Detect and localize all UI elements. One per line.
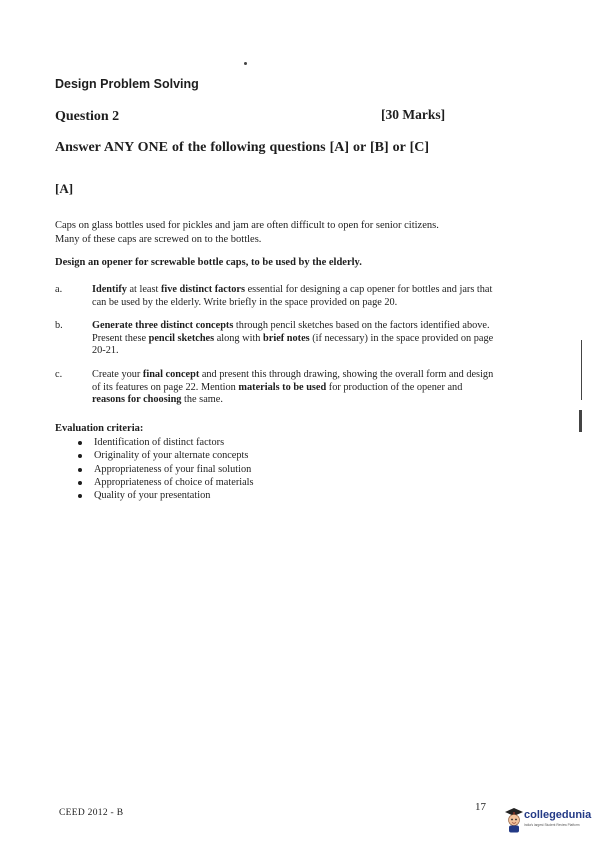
list-item [55, 320, 495, 358]
criteria-item: Originality of your alternate concepts [78, 449, 254, 462]
scan-mark [581, 340, 582, 400]
scan-mark [244, 62, 247, 65]
item-letter: b. [55, 320, 63, 331]
marks-label: [30 Marks] [381, 107, 446, 122]
item-text: Identify at least five distinct factors essential for designing a cap opener for bottles and jars that can be used by the elderly. Write briefly in the space provided on page 20. [92, 284, 493, 308]
footer-code: CEED 2012 - B [59, 808, 124, 818]
intro-line: Many of these caps are screwed on to the bottles. [55, 233, 262, 245]
item-letter: c. [55, 369, 63, 380]
intro-line: Caps on glass bottles used for pickles and jam are often difficult to open for senior citizens. [55, 220, 439, 231]
item-letter: a. [55, 284, 63, 295]
section-title: Design Problem Solving [55, 77, 199, 91]
criteria-list [78, 436, 254, 502]
list-item [55, 369, 495, 407]
list-item [55, 284, 495, 309]
option-label: [A] [55, 181, 74, 196]
collegedunia-logo [504, 806, 592, 836]
logo-tagline: India's largest Student Review Platform [524, 823, 580, 827]
criteria-item: Appropriateness of choice of materials [78, 476, 254, 489]
evaluation-title: Evaluation criteria: [55, 423, 144, 434]
logo-text: collegedunia [524, 809, 592, 821]
item-text: Generate three distinct concepts through pencil sketches based on the factors identified above. Present these pencil sketches along with brief notes (if necessary) in the space provided on page 20-21. [92, 320, 494, 357]
question-label: Question 2 [55, 109, 120, 124]
intro-paragraph [55, 219, 485, 246]
scan-mark [579, 410, 582, 432]
criteria-item: Identification of distinct factors [78, 436, 254, 449]
page-number: 17 [475, 801, 486, 813]
graduate-mascot-icon [504, 806, 524, 834]
task-statement: Design an opener for screwable bottle caps, to be used by the elderly. [55, 257, 362, 268]
criteria-item: Quality of your presentation [78, 489, 254, 502]
criteria-item: Appropriateness of your final solution [78, 463, 254, 476]
instruction: Answer ANY ONE of the following questions [A] or [B] or [C] [55, 140, 430, 155]
item-text: Create your final concept and present this through drawing, showing the overall form and design of its features on page 22. Mention materials to be used for production of the opener and reasons for choosing the same. [92, 369, 494, 406]
